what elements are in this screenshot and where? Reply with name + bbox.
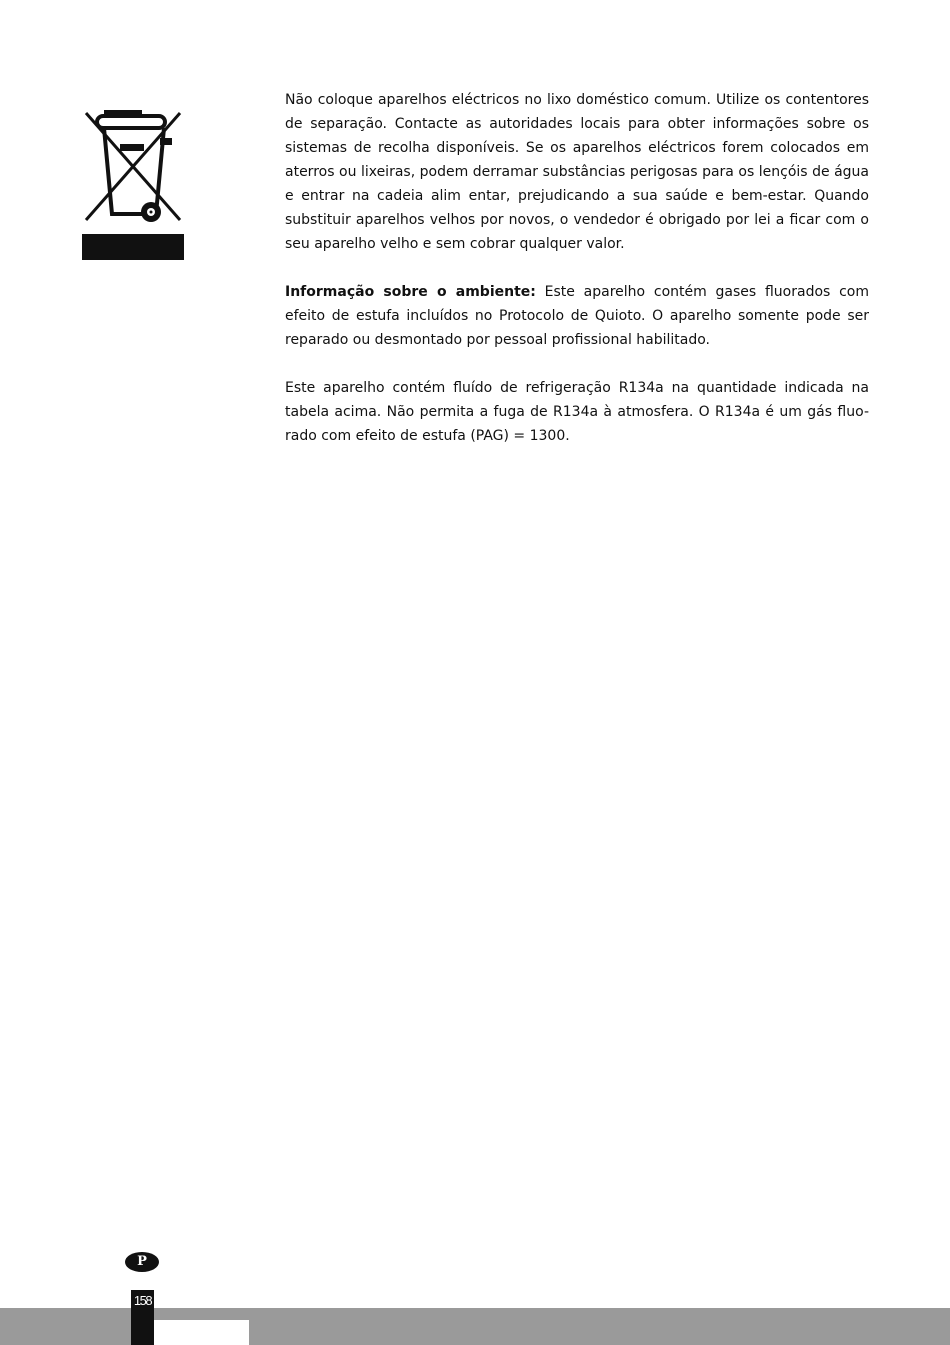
- paragraph-disposal-text: Não coloque aparelhos eléctricos no lixo doméstico comum. Utilize os contentores de separação. Contacte as autoridades locais para obter informações sobre os sistemas de recolha disponíveis. Se os aparelhos eléctricos forem colocados em aterros ou lixeiras, podem derramar substâncias perigosas para os lençóis de água e entrar na cadeia alim entar, prejudicando a sua saúde e bem-estar. Quando substituir aparelhos velhos por novos, o vendedor é obrigado por lei a ficar com o seu aparelho velho e sem cobrar qualquer valor.: [285, 92, 869, 252]
- paragraph-refrigerant: [285, 376, 869, 448]
- paragraph-environment-lead: Informação sobre o ambiente:: [285, 284, 536, 300]
- paragraph-refrigerant-text: Este aparelho contém fluído de refrigeração R134a na quantidade indicada na tabela acima. Não permita a fuga de R134a à atmosfera. O R134a é um gás fluo-rado com efeito de estufa (PAG) = 1300.: [285, 380, 869, 444]
- paragraph-environment-text: Este aparelho contém gases fluorados com efeito de estufa incluídos no Protocolo de Quioto. O aparelho somente pode ser reparado ou desmontado por pessoal profissional habilitado.: [285, 284, 869, 348]
- footer-white-block: [154, 1320, 249, 1345]
- crossed-out-wheelie-bin-icon: [82, 104, 184, 260]
- page-number: 158: [133, 1293, 152, 1308]
- text-column: [285, 88, 869, 472]
- language-badge: P: [125, 1252, 159, 1272]
- paragraph-disposal: [285, 88, 869, 256]
- weee-symbol: [82, 104, 184, 260]
- paragraph-environment: [285, 280, 869, 352]
